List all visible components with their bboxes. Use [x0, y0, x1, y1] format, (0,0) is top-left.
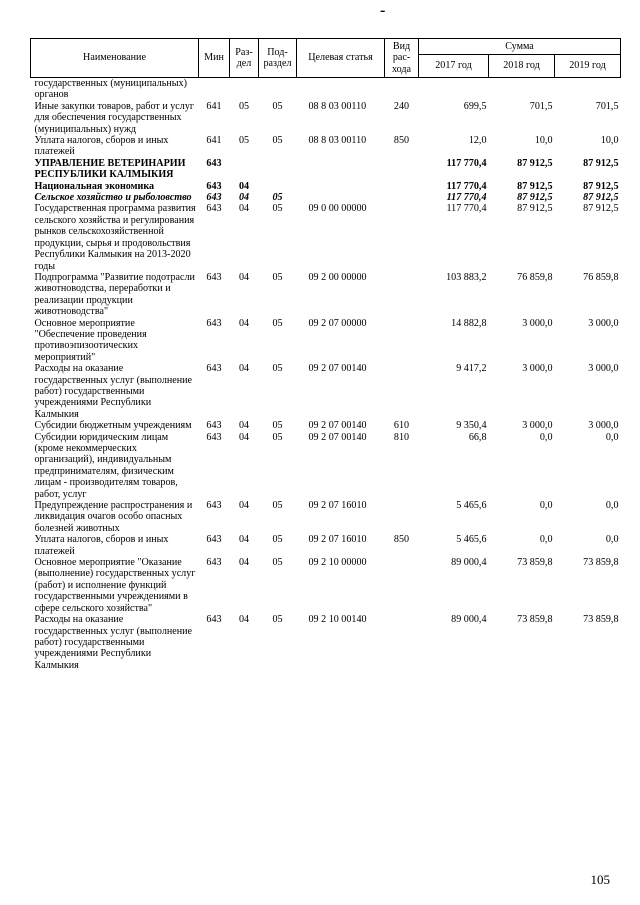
row-name: Уплата налогов, сборов и иных платежей: [34, 135, 169, 158]
table-header: [31, 39, 621, 78]
header-name: Наименование: [31, 39, 199, 78]
row-sum-2017: 14 882,8: [451, 317, 487, 329]
row-min: 643: [206, 180, 222, 192]
row-sum-2019: 0,0: [605, 500, 619, 512]
row-sum-2019: 10,0: [600, 135, 619, 147]
row-razdel: 04: [238, 363, 250, 375]
header-podrazdel: Под-раздел: [259, 39, 297, 78]
page-number: 105: [590, 872, 610, 887]
header-celevaya: Целевая статья: [297, 39, 385, 78]
row-sum-2019: 76 859,8: [583, 271, 619, 283]
row-podrazdel: 05: [272, 317, 283, 329]
row-celevaya: [297, 158, 385, 181]
row-vid: [385, 557, 419, 614]
table-row: [31, 78, 621, 101]
row-sum-2017: 5 465,6: [456, 500, 487, 512]
row-celevaya: 08 8 03 00110: [308, 135, 367, 147]
row-celevaya: 08 8 03 00110: [308, 100, 367, 112]
row-sum-2018: 0,0: [539, 500, 553, 512]
row-celevaya: 09 2 07 16010: [308, 534, 367, 546]
row-sum-2018: 10,0: [534, 135, 553, 147]
row-celevaya: 09 2 07 00140: [308, 431, 367, 443]
row-podrazdel: 05: [272, 271, 283, 283]
row-sum-2017: 66,8: [468, 431, 487, 443]
row-name: Предупреждение распространения и ликвидация очагов особо опасных болезней животных: [34, 500, 193, 534]
row-sum-2017: 9 417,2: [456, 363, 487, 375]
header-2017: 2017 год: [419, 55, 489, 78]
row-name: Субсидии бюджетным учреждениям: [34, 420, 192, 432]
row-vid: 850: [393, 135, 410, 147]
row-sum-2019: 701,5: [595, 100, 619, 112]
row-sum-2019: 0,0: [605, 534, 619, 546]
row-sum-2018: 701,5: [529, 100, 553, 112]
table-row: [31, 158, 621, 181]
row-name: Подпрограмма "Развитие подотрасли животноводства, переработки и реализации продукции животноводства": [34, 271, 195, 318]
table-row: [31, 192, 621, 203]
row-podrazdel: 05: [272, 135, 283, 147]
row-sum-2018: 3 000,0: [522, 363, 553, 375]
row-name: Основное мероприятие "Обеспечение проведения противоэпизоотических мероприятий": [34, 317, 147, 363]
row-min: 643: [206, 157, 222, 169]
row-razdel: 04: [238, 431, 250, 443]
row-vid: [385, 78, 419, 101]
table-row: [31, 557, 621, 614]
row-min: 641: [206, 135, 222, 147]
row-sum-2018: 87 912,5: [517, 180, 553, 192]
row-razdel: 05: [238, 100, 250, 112]
row-name: Иные закупки товаров, работ и услуг для обеспечения государственных (муниципальных) нужд: [34, 100, 195, 135]
row-razdel: 04: [238, 271, 250, 283]
row-razdel: 04: [238, 192, 250, 204]
table-row: [31, 203, 621, 271]
table-row: [31, 534, 621, 557]
header-2019: 2019 год: [555, 55, 621, 78]
row-sum-2019: 87 912,5: [583, 157, 619, 169]
row-sum-2017: 103 883,2: [446, 271, 487, 283]
header-summa: Сумма: [419, 39, 621, 55]
row-podrazdel: 05: [272, 500, 283, 512]
row-sum-2017: 89 000,4: [451, 614, 487, 626]
row-razdel: 04: [238, 500, 250, 512]
table-row: [31, 363, 621, 420]
row-razdel: [230, 78, 259, 101]
row-name: Субсидии юридическим лицам (кроме некоммерческих организаций), индивидуальным предпринимателям, физическим лицам - производителям товаров, работ, услуг: [34, 431, 178, 500]
row-sum-2019: 87 912,5: [583, 192, 619, 204]
row-podrazdel: 05: [272, 363, 283, 375]
row-name: государственных (муниципальных) органов: [34, 78, 187, 101]
row-celevaya: [297, 78, 385, 101]
table-row: [31, 614, 621, 671]
row-razdel: 04: [238, 317, 250, 329]
row-sum-2017: 9 350,4: [456, 420, 487, 432]
row-min: [199, 78, 230, 101]
row-celevaya: 09 2 00 00000: [308, 271, 367, 283]
row-vid: [385, 181, 419, 192]
row-sum-2019: 3 000,0: [588, 317, 619, 329]
budget-table-page: [30, 38, 620, 671]
row-vid: 810: [393, 431, 410, 443]
row-sum-2017: 117 770,4: [446, 157, 487, 169]
row-sum-2017: 89 000,4: [451, 557, 487, 569]
row-vid: [385, 318, 419, 364]
row-min: 643: [206, 192, 222, 204]
row-sum-2019: [555, 78, 621, 101]
row-sum-2019: 73 859,8: [583, 557, 619, 569]
row-celevaya: 09 2 07 00140: [308, 363, 367, 375]
row-vid: 610: [393, 420, 410, 432]
row-sum-2018: 3 000,0: [522, 317, 553, 329]
row-sum-2018: 87 912,5: [517, 203, 553, 215]
row-vid: 850: [393, 534, 410, 546]
budget-table: [30, 38, 621, 671]
row-sum-2017: 699,5: [463, 100, 487, 112]
table-row: [31, 318, 621, 364]
row-sum-2018: 76 859,8: [517, 271, 553, 283]
header-razdel: Раз-дел: [230, 39, 259, 78]
row-podrazdel: 05: [272, 614, 283, 626]
row-razdel: [230, 158, 259, 181]
row-name: Расходы на оказание государственных услуг (выполнение работ) государственными учреждениями Республики Калмыкия: [34, 614, 193, 671]
table-row: [31, 420, 621, 431]
row-podrazdel: [259, 181, 297, 192]
row-vid: [385, 614, 419, 671]
row-sum-2017: 117 770,4: [446, 192, 487, 204]
row-sum-2018: 87 912,5: [517, 157, 553, 169]
row-celevaya: 09 2 07 00000: [308, 317, 367, 329]
row-celevaya: 09 0 00 00000: [308, 203, 367, 215]
row-podrazdel: 05: [272, 557, 283, 569]
row-celevaya: 09 2 07 16010: [308, 500, 367, 512]
row-razdel: 04: [238, 180, 250, 192]
row-sum-2018: 73 859,8: [517, 557, 553, 569]
row-min: 643: [206, 420, 222, 432]
row-sum-2018: [489, 78, 555, 101]
row-razdel: 04: [238, 420, 250, 432]
table-row: [31, 500, 621, 534]
row-name: Национальная экономика: [34, 180, 155, 192]
row-sum-2018: 87 912,5: [517, 192, 553, 204]
table-row: [31, 135, 621, 158]
header-2018: 2018 год: [489, 55, 555, 78]
row-razdel: 04: [238, 557, 250, 569]
header-vid: Вид рас-хода: [385, 39, 419, 78]
row-podrazdel: 05: [272, 192, 283, 204]
row-sum-2018: 0,0: [539, 534, 553, 546]
row-sum-2019: 87 912,5: [583, 203, 619, 215]
row-sum-2018: 0,0: [539, 431, 553, 443]
row-celevaya: [297, 192, 385, 203]
row-name: Основное мероприятие "Оказание (выполнение) государственных услуг (работ) и исполнение функций государственными учреждениями в сфере сельского хозяйства": [34, 557, 196, 614]
row-sum-2017: 117 770,4: [446, 180, 487, 192]
row-min: 643: [206, 203, 222, 215]
row-min: 643: [206, 614, 222, 626]
row-sum-2019: 0,0: [605, 431, 619, 443]
row-podrazdel: [259, 78, 297, 101]
row-sum-2018: 73 859,8: [517, 614, 553, 626]
top-mark: -: [380, 2, 386, 19]
row-sum-2017: 12,0: [468, 135, 487, 147]
row-celevaya: 09 2 10 00140: [308, 614, 367, 626]
table-row: [31, 101, 621, 135]
row-podrazdel: [259, 158, 297, 181]
row-podrazdel: 05: [272, 203, 283, 215]
row-min: 643: [206, 557, 222, 569]
row-podrazdel: 05: [272, 100, 283, 112]
row-vid: [385, 192, 419, 203]
table-row: [31, 181, 621, 192]
row-razdel: 04: [238, 614, 250, 626]
row-podrazdel: 05: [272, 420, 283, 432]
row-name: Уплата налогов, сборов и иных платежей: [34, 534, 169, 557]
row-min: 641: [206, 100, 222, 112]
row-podrazdel: 05: [272, 534, 283, 546]
row-vid: [385, 363, 419, 420]
row-name: УПРАВЛЕНИЕ ВЕТЕРИНАРИИ РЕСПУБЛИКИ КАЛМЫКИЯ: [34, 157, 186, 181]
row-vid: 240: [393, 100, 410, 112]
row-sum-2019: 73 859,8: [583, 614, 619, 626]
row-vid: [385, 203, 419, 271]
row-podrazdel: 05: [272, 431, 283, 443]
row-razdel: 04: [238, 203, 250, 215]
row-min: 643: [206, 271, 222, 283]
header-min: Мин: [199, 39, 230, 78]
row-min: 643: [206, 534, 222, 546]
row-min: 643: [206, 431, 222, 443]
row-vid: [385, 272, 419, 318]
row-sum-2017: 117 770,4: [446, 203, 487, 215]
row-sum-2019: 3 000,0: [588, 363, 619, 375]
row-celevaya: 09 2 07 00140: [308, 420, 367, 432]
row-sum-2019: 87 912,5: [583, 180, 619, 192]
table-row: [31, 272, 621, 318]
row-name: Расходы на оказание государственных услуг (выполнение работ) государственными учреждениями Республики Калмыкия: [34, 363, 193, 420]
row-celevaya: 09 2 10 00000: [308, 557, 367, 569]
row-sum-2019: 3 000,0: [588, 420, 619, 432]
row-celevaya: [297, 181, 385, 192]
table-row: [31, 432, 621, 500]
table-body: [31, 78, 621, 672]
row-name: Сельское хозяйство и рыболовство: [34, 192, 192, 204]
row-sum-2017: 5 465,6: [456, 534, 487, 546]
row-sum-2017: [419, 78, 489, 101]
row-vid: [385, 500, 419, 534]
row-razdel: 04: [238, 534, 250, 546]
row-name: Государственная программа развития сельского хозяйства и регулирования рынков сельскохозяйственной продукции, сырья и продовольствия Республики Калмыкия на 2013-2020 годы: [34, 203, 196, 272]
row-razdel: 05: [238, 135, 250, 147]
row-vid: [385, 158, 419, 181]
row-min: 643: [206, 500, 222, 512]
row-min: 643: [206, 317, 222, 329]
row-min: 643: [206, 363, 222, 375]
row-sum-2018: 3 000,0: [522, 420, 553, 432]
